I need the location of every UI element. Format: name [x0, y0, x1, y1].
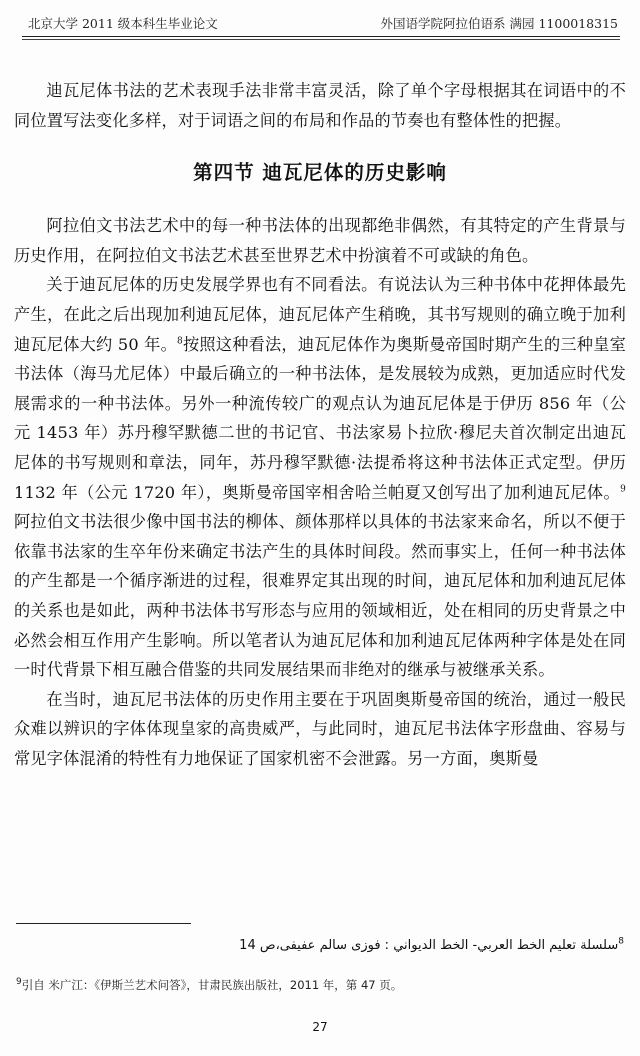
footnote-ref-8: 8	[177, 336, 183, 347]
paragraph-2	[14, 270, 626, 684]
footnotes	[16, 923, 624, 993]
footnote-8-mark: 8	[618, 936, 624, 947]
body-text	[14, 76, 626, 773]
footnote-9-text: 引自 米广江：《伊斯兰艺术问答》，甘肃民族出版社，2011 年，第 47 页。	[21, 978, 403, 992]
header-rule	[22, 36, 620, 37]
footnote-rule	[16, 923, 191, 924]
paragraph-2-part-c: 阿拉伯文书法很少像中国书法的柳体、颜体那样以具体的书法家来命名，所以不便于依靠书法家的生卒年份来确定书法产生的具体时间段。然而事实上，任何一种书法体的产生都是一个循序渐进的过程，很难界定其出现的时间，迪瓦尼体和加利迪瓦尼体的关系也是如此，两种书法体书写形态与应用的领域相近，处在相同的历史背景之中必然会相互作用产生影响。所以笔者认为迪瓦尼体和加利迪瓦尼体两种字体是处在同一时代背景下相互融合借鉴的共同发展结果而非绝对的继承与被继承关系。	[14, 512, 626, 680]
header-thesis-title: 北京大学 2011 级本科生毕业论文	[28, 16, 218, 31]
footnote-8	[16, 938, 624, 953]
paragraph-2-part-a: 关于迪瓦尼体的历史发展学界也有不同看法。有说法认为三种书体中花押体最先产生，在此之后出现加利迪瓦尼体，迪瓦尼体产生稍晚，其书写规则的确立晚于加利迪瓦尼体大约 50 年。	[14, 275, 626, 354]
section-title: 第四节 迪瓦尼体的历史影响	[193, 161, 447, 185]
running-header	[22, 12, 620, 32]
header-author-info: 外国语学院阿拉伯语系 满园 1100018315	[380, 16, 618, 31]
paragraph-1: 阿拉伯文书法艺术中的每一种书法体的出现都绝非偶然，有其特定的产生背景与历史作用，在阿拉伯文书法艺术甚至世界艺术中扮演着不可或缺的角色。	[14, 216, 626, 265]
footnote-8-text: سلسلة تعليم الخط العربي- الخط الديواني : فوزى سالم عفيفى،ص 14	[239, 938, 619, 953]
footnote-9	[16, 977, 624, 993]
page-number: 27	[312, 1020, 328, 1034]
header-rule-thin	[22, 39, 620, 40]
paragraph-2-part-b: 按照这种看法，迪瓦尼体作为奥斯曼帝国时期产生的三种皇室书法体（海马尤尼体）中最后确立的一种书法体，是发展较为成熟，更加适应时代发展需求的一种书法体。另外一种流传较广的观点认为迪瓦尼体是于伊历 856 年（公元 1453 年）苏丹穆罕默德二世的书记官、书法家易卜拉欣·穆尼夫首次制定出迪瓦尼体的书写规则和章法，同年，苏丹穆罕默德·法提希将这种书法体正式定型。伊历 1132 年（公元 1720 年），奥斯曼帝国宰相舍哈兰帕夏又创写出了加利迪瓦尼体。	[14, 334, 626, 502]
paragraph-3: 在当时，迪瓦尼书法体的历史作用主要在于巩固奥斯曼帝国的统治，通过一般民众难以辨识的字体体现皇家的高贵威严，与此同时，迪瓦尼书法体字形盘曲、容易与常见字体混淆的特性有力地保证了国家机密不会泄露。另一方面，奥斯曼	[14, 689, 626, 768]
footnote-9-mark: 9	[16, 977, 22, 988]
footnote-ref-9: 9	[620, 484, 626, 495]
intro-paragraph: 迪瓦尼体书法的艺术表现手法非常丰富灵活，除了单个字母根据其在词语中的不同位置写法变化多样，对于词语之间的布局和作品的节奏也有整体性的把握。	[14, 81, 626, 130]
